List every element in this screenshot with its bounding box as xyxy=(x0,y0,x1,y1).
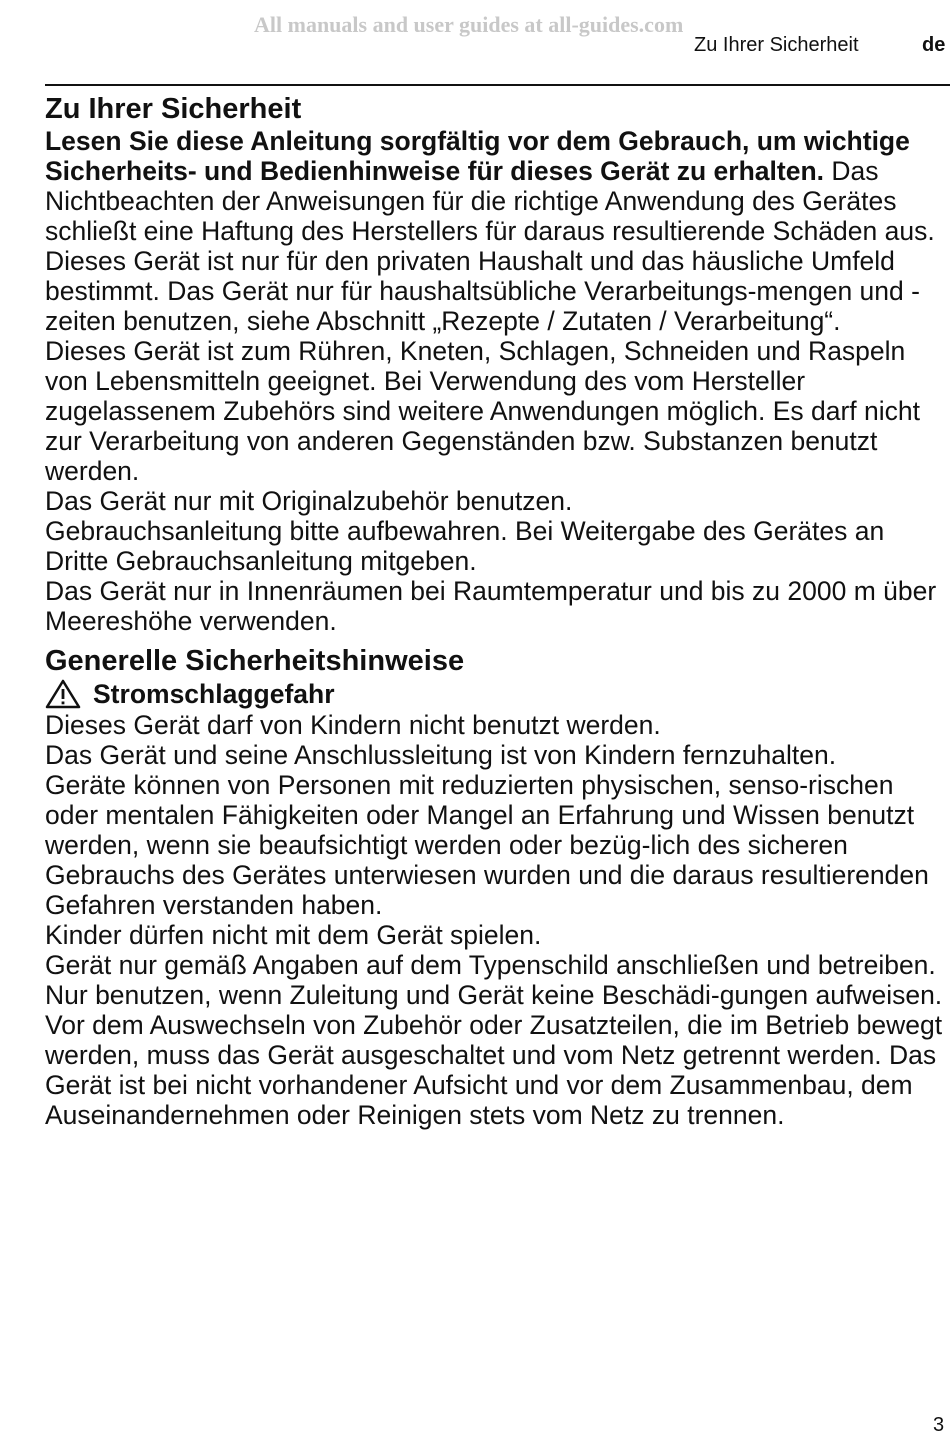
paragraph: Dieses Gerät ist zum Rühren, Kneten, Schlagen, Schneiden und Raspeln von Lebensmitteln geeignet. Bei Verwendung des vom Hersteller zugelassenem Zubehörs sind weitere Anwendungen möglich. Es darf nicht zur Verarbeitung von anderen Gegenständen bzw. Substanzen benutzt werden. xyxy=(45,336,921,486)
paragraph: Das Gerät nur in Innenräumen bei Raumtemperatur und bis zu 2000 m über Meereshöhe verwenden. xyxy=(45,576,937,636)
paragraph: Kinder dürfen nicht mit dem Gerät spielen. xyxy=(45,920,542,950)
intro-text: Das Nichtbeachten der Anweisungen für die richtige Anwendung des Gerätes schließt eine Haftung des Herstellers für daraus resultierende Schäden aus. xyxy=(45,156,935,246)
paragraph: Gerät nur gemäß Angaben auf dem Typenschild anschließen und betreiben. Nur benutzen, wenn Zuleitung und Gerät keine Beschädi-gungen aufweisen. xyxy=(45,950,943,1010)
page-content xyxy=(45,92,945,1130)
header-rule xyxy=(45,84,950,86)
warning-triangle-icon xyxy=(45,679,81,709)
paragraph: Das Gerät und seine Anschlussleitung ist von Kindern fernzuhalten. xyxy=(45,740,837,770)
section-heading-general-safety: Generelle Sicherheitshinweise xyxy=(45,645,465,677)
page-number: 3 xyxy=(933,1414,945,1436)
paragraph: Geräte können von Personen mit reduzierten physischen, senso-rischen oder mentalen Fähigkeiten oder Mangel an Erfahrung und Wissen benutzt werden, wenn sie beaufsichtigt werden oder bezüg-lich des sicheren Gebrauchs des Gerätes unterwiesen wurden und die daraus resultierenden Gefahren verstanden haben. xyxy=(45,770,929,920)
language-code: de xyxy=(922,34,946,56)
paragraph: Vor dem Auswechseln von Zubehör oder Zusatzteilen, die im Betrieb bewegt werden, muss das Gerät ausgeschaltet und vom Netz getrennt werden. Das Gerät ist bei nicht vorhandener Aufsicht und vor dem Zusammenbau, dem Auseinandernehmen oder Reinigen stets vom Netz zu trennen. xyxy=(45,1010,943,1130)
paragraph: Dieses Gerät ist nur für den privaten Haushalt und das häusliche Umfeld bestimmt. Das Gerät nur für haushaltsübliche Verarbeitungs-mengen und -zeiten benutzen, siehe Abschnitt „Rezepte / Zutaten / Verarbeitung“. xyxy=(45,246,920,336)
watermark: All manuals and user guides at all-guides.com xyxy=(254,12,684,37)
running-header-title: Zu Ihrer Sicherheit xyxy=(694,34,859,56)
paragraph: Das Gerät nur mit Originalzubehör benutzen. xyxy=(45,486,573,516)
warning-heading xyxy=(45,678,945,710)
paragraph: Dieses Gerät darf von Kindern nicht benutzt werden. xyxy=(45,710,661,740)
warning-title: Stromschlaggefahr xyxy=(93,679,335,709)
section-heading-safety: Zu Ihrer Sicherheit xyxy=(45,93,302,125)
intro-bold-text: Lesen Sie diese Anleitung sorgfältig vor dem Gebrauch, um wichtige Sicherheits- und Bedienhinweise für dieses Gerät zu erhalten. xyxy=(45,126,910,186)
intro-paragraph xyxy=(45,126,945,246)
paragraph: Gebrauchsanleitung bitte aufbewahren. Bei Weitergabe des Gerätes an Dritte Gebrauchsanleitung mitgeben. xyxy=(45,516,885,576)
